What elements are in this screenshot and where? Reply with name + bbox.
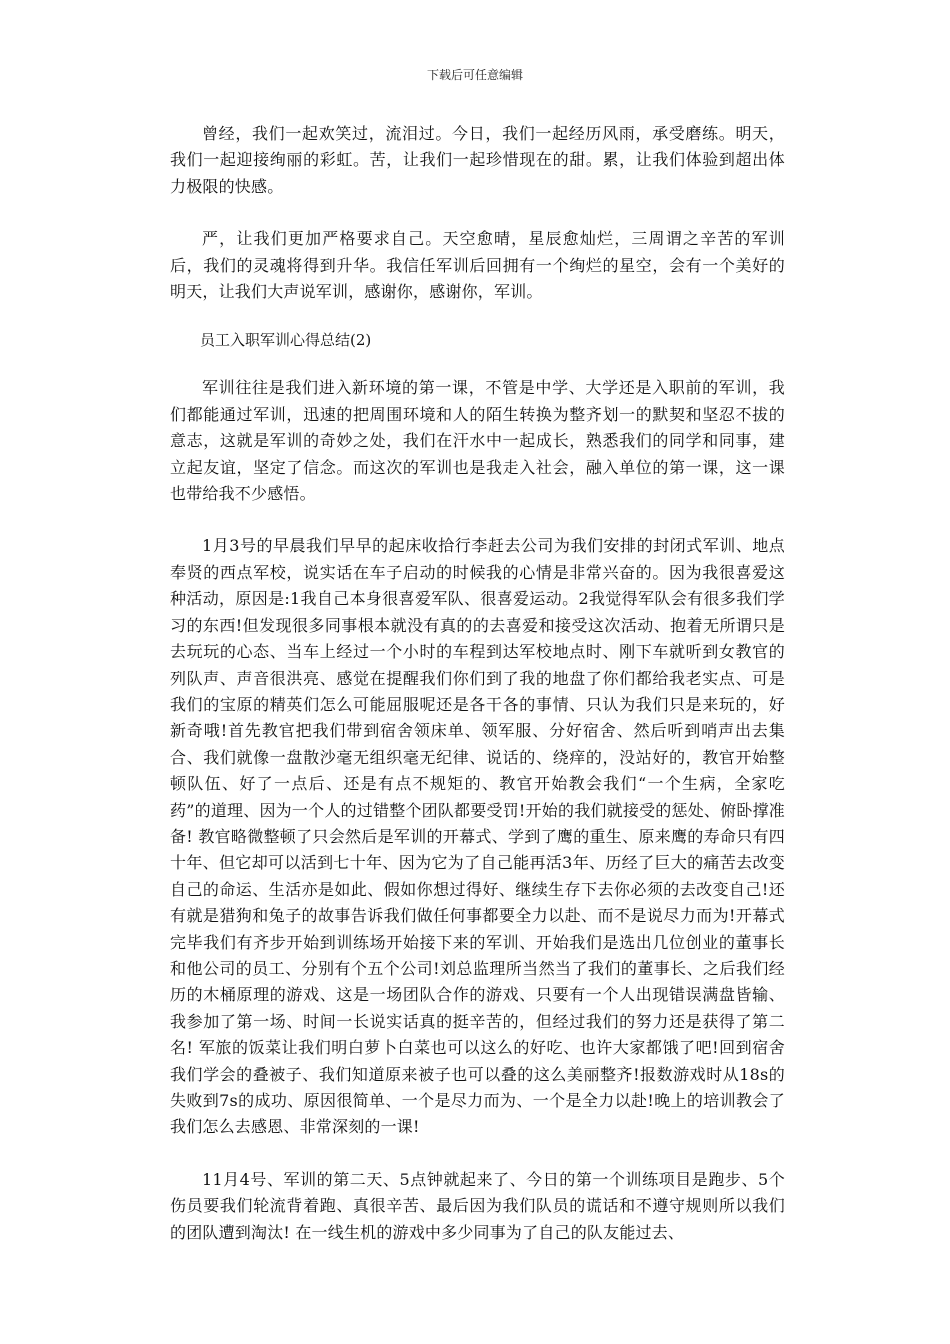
section-paragraph-2: 1月3号的早晨我们早早的起床收拾行李赶去公司为我们安排的封闭式军训、地点奉贤的西点军校，说实话在车子启动的时候我的心情是非常兴奋的。因为我很喜爱这种活动，原因是:1我自己本身很喜爱军队、很喜爱运动。2我觉得军队会有很多我们学习的东西!但发现很多同事根本就没有真的的去喜爱和接受这次活动、抱着无所谓只是去玩玩的心态、当车上经过一个小时的车程到达军校地点时、刚下车就听到女教官的列队声、声音很洪亮、感觉在提醒我们你们到了我的地盘了你们都给我老实点、可是我们的宝原的精英们怎么可能屈服呢还是各干各的事情、只认为我们只是来玩的，好新奇哦!首先教官把我们带到宿舍领床单、领军服、分好宿舍、然后听到哨声出去集合、我们就像一盘散沙毫无组织毫无纪律、说话的、绕痒的，没站好的，教官开始整顿队伍、好了一点后、还是有点不规矩的、教官开始教会我们“一个生病，全家吃药”的道理、因为一个人的过错整个团队都要受罚!开始的我们就接受的惩处、俯卧撑准备! 教官略微整顿了只会然后是军训的开幕式、学到了鹰的重生、原来鹰的寿命只有四十年、但它却可以活到七十年、因为它为了自己能再活3年、历经了巨大的痛苦去改变自己的命运、生活亦是如此、假如你想过得好、继续生存下去你必须的去改变自己!还有就是猎狗和兔子的故事告诉我们做任何事都要全力以赴、而不是说尽力而为!开幕式完毕我们有齐步开始到训练场开始接下来的军训、开始我们是选出几位创业的董事长和他公司的员工、分别有个五个公司!刘总监理所当然当了我们的董事长、之后我们经历的木桶原理的游戏、这是一场团队合作的游戏、只要有一个人出现错误满盘皆输、我参加了第一场、时间一长说实话真的挺辛苦的，但经过我们的努力还是获得了第二名! 军旅的饭菜让我们明白萝卜白菜也可以这么的好吃、也许大家都饿了吧!回到宿舍我们学会的叠被子、我们知道原来被子也可以叠的这么美丽整齐!报数游戏时从18s的失败到7s的成功、原因很简单、一个是尽力而为、一个是全力以赴!晚上的培训教会了我们怎么去感恩、非常深刻的一课! <box>170 536 785 1137</box>
section-paragraph-3: 11月4号、军训的第二天、5点钟就起来了、今日的第一个训练项目是跑步、5个伤员要我们轮流背着跑、真很辛苦、最后因为我们队员的谎话和不遵守规则所以我们的团队遭到淘汰! 在一线生机的游戏中多少同事为了自己的队友能过去、 <box>170 1169 785 1242</box>
section-paragraph-1: 军训往往是我们进入新环境的第一课，不管是中学、大学还是入职前的军训，我们都能通过军训，迅速的把周围环境和人的陌生转换为整齐划一的默契和坚忍不拔的意志，这就是军训的奇妙之处，我们在汗水中一起成长，熟悉我们的同学和同事，建立起友谊，坚定了信念。而这次的军训也是我走入社会，融入单位的第一课，这一课也带给我不少感悟。 <box>170 378 785 504</box>
paragraph-2: 严，让我们更加严格要求自己。天空愈晴，星辰愈灿烂，三周谓之辛苦的军训后，我们的灵魂将得到升华。我信任军训后回拥有一个绚烂的星空，会有一个美好的明天，让我们大声说军训，感谢你，感谢你，军训。 <box>170 229 785 302</box>
section-heading: 员工入职军训心得总结(2) <box>200 331 372 350</box>
paragraph-1: 曾经，我们一起欢笑过，流泪过。今日，我们一起经历风雨，承受磨练。明天，我们一起迎接绚丽的彩虹。苦，让我们一起珍惜现在的甜。累，让我们体验到超出体力极限的快感。 <box>170 124 785 196</box>
document-body <box>170 121 785 1246</box>
header-note: 下载后可任意编辑 <box>426 68 523 82</box>
